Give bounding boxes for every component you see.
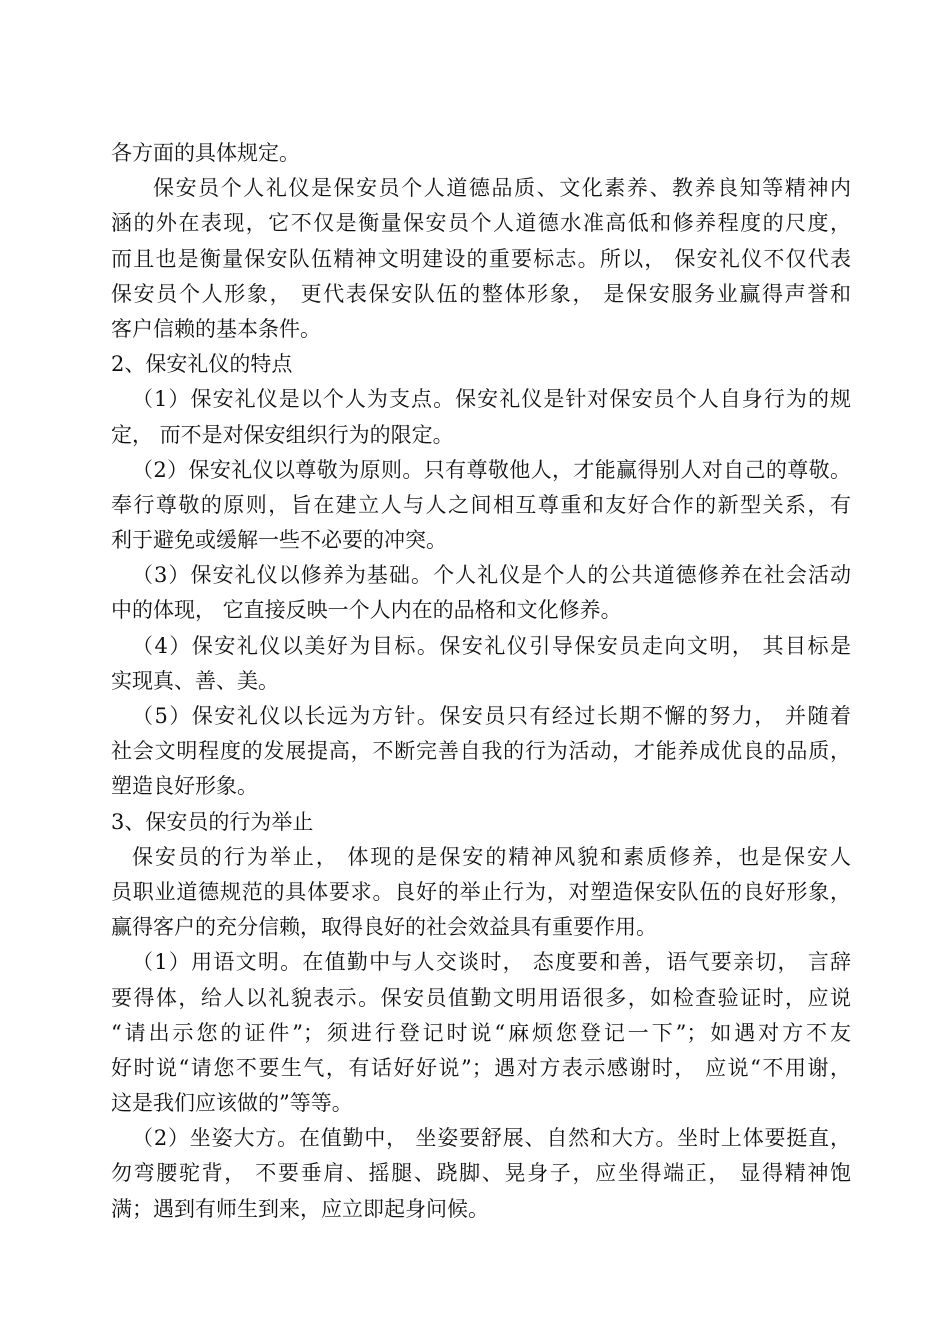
text-line: 实现真、善、美。 (111, 668, 279, 693)
text-line: 客户信赖的基本条件。 (111, 316, 321, 341)
list-item-first-line: （2）保安礼仪以尊敬为原则。只有尊敬他人，才能赢得别人对自己的尊敬。 (132, 457, 851, 482)
paragraph-first-line: 保安员的行为举止， 体现的是保安的精神风貌和素质修养，也是保安人 (132, 844, 851, 869)
text-line: 要得体，给人以礼貌表示。保安员值勤文明用语很多，如检查验证时，应说 (111, 985, 851, 1010)
text-line: 涵的外在表现，它不仅是衡量保安员个人道德水准高低和修养程度的尺度， (111, 211, 851, 236)
text-line: 奉行尊敬的原则，旨在建立人与人之间相互尊重和友好合作的新型关系，有 (111, 492, 851, 517)
paragraph-first-line: 保安员个人礼仪是保安员个人道德品质、文化素养、教养良知等精神内 (153, 176, 851, 201)
text-line: 而且也是衡量保安队伍精神文明建设的重要标志。所以， 保安礼仪不仅代表 (111, 246, 851, 271)
text-line: 中的体现， 它直接反映一个人内在的品格和文化修养。 (111, 598, 622, 623)
text-line: 满；遇到有师生到来，应立即起身问候。 (111, 1196, 489, 1221)
section-heading: 3、保安员的行为举止 (111, 809, 314, 834)
text-line: 赢得客户的充分信赖，取得良好的社会效益具有重要作用。 (111, 915, 657, 940)
text-line: 社会文明程度的发展提高，不断完善自我的行为活动，才能养成优良的品质， (111, 739, 851, 764)
text-line: 塑造良好形象。 (111, 774, 258, 799)
text-line: 勿弯腰驼背， 不要垂肩、摇腿、跷脚、晃身子，应坐得端正， 显得精神饱 (111, 1161, 851, 1186)
text-line: 定， 而不是对保安组织行为的限定。 (111, 422, 454, 447)
text-line: 保安员个人形象， 更代表保安队伍的整体形象， 是保安服务业赢得声誉和 (111, 281, 851, 306)
text-line: 利于避免或缓解一些不必要的冲突。 (111, 528, 447, 553)
section-heading: 2、保安礼仪的特点 (111, 352, 293, 377)
list-item-first-line: （4）保安礼仪以美好为目标。保安礼仪引导保安员走向文明， 其目标是 (132, 633, 851, 658)
text-line: 员职业道德规范的具体要求。良好的举止行为，对塑造保安队伍的良好形象， (111, 879, 851, 904)
list-item-first-line: （1）保安礼仪是以个人为支点。保安礼仪是针对保安员个人自身行为的规 (132, 387, 851, 412)
text-line: “请出示您的证件”；须进行登记时说“麻烦您登记一下”；如遇对方不友 (111, 1020, 851, 1045)
text-line: 各方面的具体规定。 (111, 141, 300, 165)
list-item-first-line: （5）保安礼仪以长远为方针。保安员只有经过长期不懈的努力， 并随着 (132, 704, 851, 728)
list-item-first-line: （1）用语文明。在值勤中与人交谈时， 态度要和善，语气要亲切， 言辞 (132, 950, 851, 975)
text-line: 这是我们应该做的”等等。 (111, 1091, 353, 1116)
document-body (111, 136, 851, 1227)
text-line: 好时说“请您不要生气，有话好好说”；遇对方表示感谢时， 应说“不用谢， (111, 1055, 851, 1080)
list-item-first-line: （3）保安礼仪以修养为基础。个人礼仪是个人的公共道德修养在社会活动 (132, 563, 851, 588)
list-item-first-line: （2）坐姿大方。在值勤中， 坐姿要舒展、自然和大方。坐时上体要挺直， (132, 1126, 851, 1151)
